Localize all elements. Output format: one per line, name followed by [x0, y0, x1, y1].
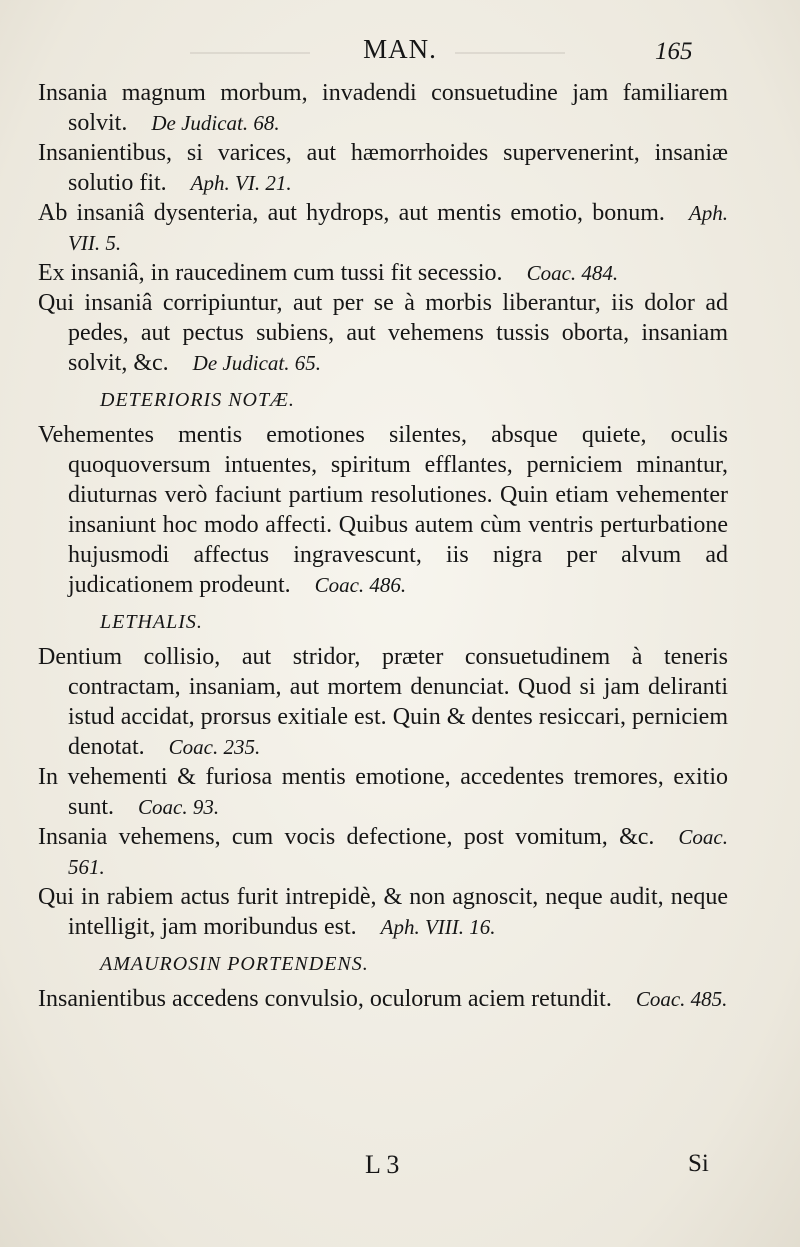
aphorism-entry — [38, 288, 728, 378]
entry-group — [38, 642, 728, 942]
page-number: 165 — [655, 38, 693, 65]
section-heading-deterioris: DETERIORIS NOTÆ. — [100, 389, 295, 411]
entry-text: Insanientibus, si varices, aut hæmorrhoides supervenerint, insaniæ solutio fit. — [38, 140, 728, 196]
section-heading-lethalis: LETHALIS. — [100, 611, 203, 633]
entry-reference: Coac. 486. — [314, 573, 407, 597]
aphorism-entry — [38, 138, 728, 198]
entry-reference: De Judicat. 68. — [151, 111, 280, 135]
entry-text: Insania vehemens, cum vocis defectione, post vomitum, &c. — [38, 824, 655, 850]
entry-group — [38, 984, 728, 1014]
entry-text: Dentium collisio, aut stridor, præter consuetudinem à teneris contractam, insaniam, aut mortem denunciat. Quod si jam deliranti istud accidat, prorsus exitiale est. Quin & dentes resiccari, perniciem denotat. — [38, 644, 728, 760]
entry-text: Qui in rabiem actus furit intrepidè, & non agnoscit, neque audit, neque intelligit, jam moribundus est. — [38, 884, 728, 940]
aphorism-entry — [38, 420, 728, 600]
section-heading-amaurosin: AMAUROSIN PORTENDENS. — [100, 953, 369, 975]
entry-text: Ex insaniâ, in raucedinem cum tussi fit secessio. — [38, 260, 503, 286]
entry-text: Ab insaniâ dysenteria, aut hydrops, aut mentis emotio, bonum. — [38, 200, 665, 226]
entry-reference: Aph. VI. 21. — [190, 171, 292, 195]
aphorism-entry — [38, 642, 728, 762]
page-footer — [0, 1150, 800, 1190]
aphorism-entry — [38, 762, 728, 822]
aphorism-entry — [38, 882, 728, 942]
aphorism-entry — [38, 78, 728, 138]
entry-reference: Coac. 485. — [635, 987, 728, 1011]
entry-reference: De Judicat. 65. — [192, 351, 321, 375]
signature-mark: L 3 — [365, 1150, 400, 1179]
entry-text: In vehementi & furiosa mentis emotione, accedentes tremores, exitio sunt. — [38, 764, 728, 820]
aphorism-entry — [38, 198, 728, 258]
aphorism-entry — [38, 984, 728, 1014]
entry-group — [38, 420, 728, 600]
running-head: MAN. — [363, 34, 437, 64]
entry-text: Insania magnum morbum, invadendi consuetudine jam familiarem solvit. — [38, 80, 728, 136]
page-body — [38, 78, 728, 1014]
entry-text: Vehementes mentis emotiones silentes, absque quiete, oculis quoquoversum intuentes, spiritum efflantes, perniciem minantur, diuturnas verò faciunt partium resolutiones. Quin etiam vehementer insaniunt hoc modo affecti. Quibus autem cùm ventris perturbatione hujusmodi affectus ingravescunt, iis nigra per alvum ad judicationem prodeunt. — [38, 422, 728, 598]
entry-reference: Aph. VII. 5. — [68, 201, 728, 255]
entry-reference: Aph. VIII. 16. — [380, 915, 496, 939]
entry-text: Qui insaniâ corripiuntur, aut per se à morbis liberantur, iis dolor ad pedes, aut pectus subiens, aut vehemens tussis oborta, insaniam solvit, &c. — [38, 290, 728, 376]
entry-reference: Coac. 484. — [526, 261, 619, 285]
entry-reference: Coac. 93. — [138, 795, 220, 819]
entry-group — [38, 78, 728, 378]
entry-reference: Coac. 561. — [68, 825, 728, 879]
aphorism-entry — [38, 822, 728, 882]
aphorism-entry — [38, 258, 728, 288]
entry-text: Insanientibus accedens convulsio, oculorum aciem retundit. — [38, 986, 612, 1012]
entry-reference: Coac. 235. — [168, 735, 261, 759]
catchword: Si — [688, 1150, 709, 1177]
